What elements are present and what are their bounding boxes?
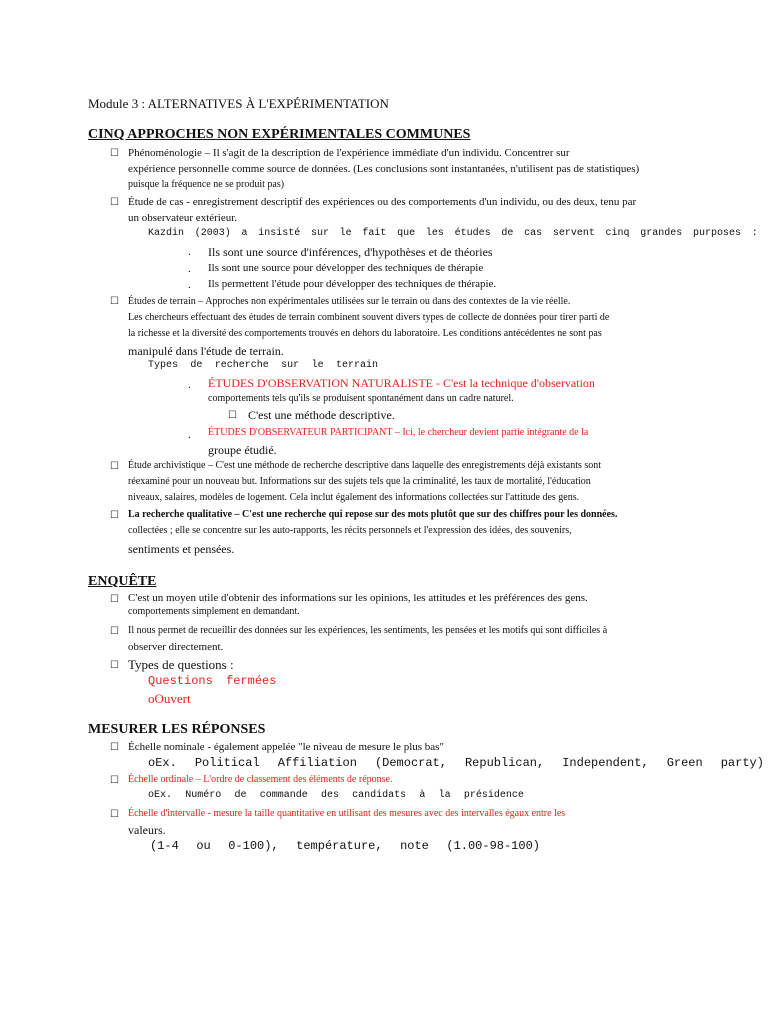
dot-bullet: . [188,279,191,291]
survey-line-1b: comportements simplement en demandant. [128,606,300,617]
checkbox-icon: ☐ [110,809,119,820]
archival-line-3: niveaux, salaires, modèles de logement. Cela inclut également des informations collectées sur l'attitude des gens. [128,492,580,503]
checkbox-icon: ☐ [110,510,119,521]
case-study-line-2: un observateur extérieur. [128,212,238,224]
purpose-item-1: Ils sont une source d'inférences, d'hypothèses et de théories [208,245,493,259]
survey-line-2: Il nous permet de recueillir des données sur les expériences, les sentiments, les pensées et les motifs qui sont difficiles à [128,625,608,636]
section-heading-approaches: CINQ APPROCHES NON EXPÉRIMENTALES COMMUNES [88,127,471,142]
purpose-item-2: Ils sont une source pour développer des techniques de thérapie [208,262,484,274]
survey-line-2b: observer directement. [128,641,224,653]
field-study-line-4: manipulé dans l'étude de terrain. [128,344,284,358]
phenomenology-line-2: expérience personnelle comme source de données. (Les conclusions sont instantanées, n'utilisent pas de statistiques) [128,163,640,175]
field-types-line: Types de recherche sur le terrain [148,360,378,371]
purpose-item-3: Ils permettent l'étude pour développer des techniques de thérapie. [208,278,497,290]
survey-line-1: C'est un moyen utile d'obtenir des informations sur les opinions, les attitudes et les préférences des gens. [128,592,588,604]
naturalistic-observation: ÉTUDES D'OBSERVATION NATURALISTE - C'est la technique d'observation [208,376,595,390]
qualitative-line-2: collectées ; elle se concentre sur les auto-rapports, les récits personnels et l'expression des idées, des souvenirs, [128,525,572,536]
closed-questions: Questions fermées [148,674,277,688]
interval-scale: Échelle d'intervalle - mesure la taille quantitative en utilisant des mesures avec des intervalles égaux entre les [128,808,566,819]
qualitative-line-3: sentiments et pensées. [128,542,235,556]
participant-observer-detail: groupe étudié. [208,443,277,457]
document-title: Module 3 : ALTERNATIVES À L'EXPÉRIMENTATION [88,96,389,111]
section-heading-measuring: MESURER LES RÉPONSES [88,722,266,737]
participant-observer: ÉTUDES D'OBSERVATEUR PARTICIPANT – Ici, le chercheur devient partie intégrante de la [208,427,589,438]
open-questions: oOuvert [148,691,191,706]
phenomenology-line-1: Phénoménologie – Il s'agit de la description de l'expérience immédiate d'un individu. Concentrer sur [128,147,570,159]
case-study-line-1: Étude de cas - enregistrement descriptif des expériences ou des comportements d'un individu, ou des deux, tenu par [128,196,637,208]
interval-scale-values: valeurs. [128,823,166,837]
field-study-line-1: Études de terrain – Approches non expérimentales utilisées sur le terrain ou dans des contextes de la vie réelle. [128,296,571,307]
archival-line-1: Étude archivistique – C'est une méthode de recherche descriptive dans laquelle des enregistrements déjà existants sont [128,460,602,471]
dot-bullet: . [188,263,191,275]
nominal-example: oEx. Political Affiliation (Democrat, Republican, Independent, Green party) [148,756,764,770]
field-study-line-3: la richesse et la diversité des comportements trouvés en dehors du laboratoire. Les conditions antécédentes ne sont pas [128,328,602,339]
phenomenology-line-3: puisque la fréquence ne se produit pas) [128,179,285,190]
checkbox-icon: ☐ [110,148,119,159]
dot-bullet: . [188,429,191,441]
nominal-scale: Échelle nominale - également appelée "le niveau de mesure le plus bas" [128,741,444,753]
checkbox-icon: ☐ [110,742,119,753]
naturalistic-observation-detail: comportements tels qu'ils se produisent spontanément dans un cadre naturel. [208,393,514,404]
kazdin-line: Kazdin (2003) a insisté sur le fait que les études de cas servent cinq grandes purposes : [148,228,758,239]
ordinal-scale: Échelle ordinale – L'ordre de classement des éléments de réponse. [128,774,393,785]
checkbox-icon: ☐ [110,296,119,307]
field-study-line-2: Les chercheurs effectuant des études de terrain combinent souvent divers types de collecte de données pour tirer parti de [128,312,610,323]
checkbox-icon: ☐ [228,410,237,421]
section-heading-survey: ENQUÊTE [88,574,157,589]
archival-line-2: réexaminé pour un nouveau but. Informations sur des sujets tels que la criminalité, les taux de mortalité, l'éducation [128,476,591,487]
checkbox-icon: ☐ [110,461,119,472]
checkbox-icon: ☐ [110,594,119,605]
dot-bullet: . [188,246,191,258]
ordinal-example: oEx. Numéro de commande des candidats à la présidence [148,790,524,801]
question-types: Types de questions : [128,657,234,672]
dot-bullet: . [188,379,191,391]
checkbox-icon: ☐ [110,660,119,671]
interval-example: (1-4 ou 0-100), température, note (1.00-98-100) [150,839,540,853]
checkbox-icon: ☐ [110,626,119,637]
qualitative-line-1: La recherche qualitative – C'est une recherche qui repose sur des mots plutôt que sur des chiffres pour les données. [128,509,618,520]
descriptive-method: C'est une méthode descriptive. [248,408,395,422]
checkbox-icon: ☐ [110,197,119,208]
checkbox-icon: ☐ [110,775,119,786]
